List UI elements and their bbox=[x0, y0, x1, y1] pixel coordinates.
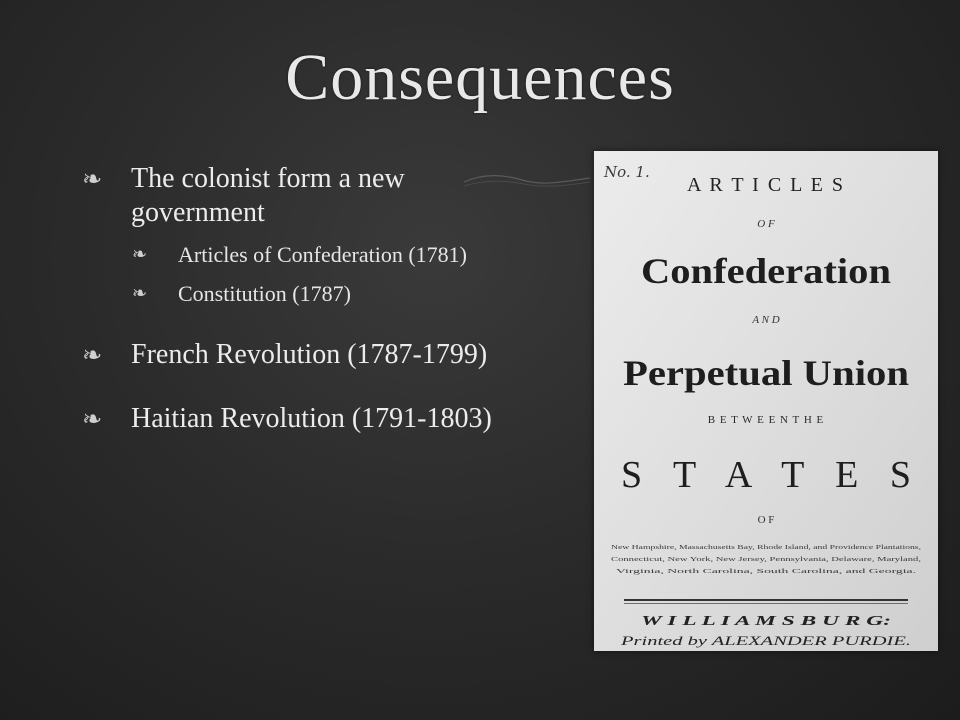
bullet-text: The colonist form a new government bbox=[131, 163, 405, 228]
doc-line-of-1: O F bbox=[757, 218, 775, 230]
double-leaf-bullet-icon: ❧ bbox=[82, 341, 103, 369]
bullet-item-haitian-revolution bbox=[82, 402, 492, 436]
spacer bbox=[82, 230, 492, 240]
spacer bbox=[82, 308, 492, 338]
doc-line-williamsburg: W I L L I A M S B U R G: bbox=[641, 614, 891, 629]
slide-title: Consequences bbox=[285, 41, 675, 114]
document-scan bbox=[594, 151, 938, 651]
double-leaf-bullet-icon: ❧ bbox=[132, 283, 148, 304]
bullet-list bbox=[82, 162, 492, 436]
doc-line-perpetual-union: Perpetual Union bbox=[623, 353, 909, 393]
double-leaf-bullet-icon: ❧ bbox=[82, 165, 103, 193]
sub-bullet-articles bbox=[82, 240, 492, 269]
doc-line-printed-by: Printed by ALEXANDER PURDIE. bbox=[619, 633, 911, 648]
double-leaf-bullet-icon: ❧ bbox=[132, 244, 148, 265]
double-leaf-bullet-icon: ❧ bbox=[82, 405, 103, 433]
bullet-text: French Revolution (1787-1799) bbox=[131, 339, 488, 370]
spacer bbox=[82, 372, 492, 402]
doc-line-of-2: O F bbox=[757, 514, 775, 526]
sub-bullet-text: Constitution (1787) bbox=[178, 281, 351, 306]
bullet-text: Haitian Revolution (1791-1803) bbox=[131, 403, 492, 434]
doc-rule-2 bbox=[624, 603, 908, 604]
sub-bullet-constitution bbox=[82, 279, 492, 308]
doc-line-between-the: B E T W E E N T H E bbox=[707, 414, 825, 426]
doc-fine-print-2: Connecticut, New York, New Jersey, Pennsylvania, Delaware, Maryland, bbox=[611, 557, 922, 563]
doc-rule-1 bbox=[624, 599, 908, 601]
doc-line-confederation: Confederation bbox=[641, 251, 891, 291]
spacer bbox=[82, 269, 492, 279]
doc-fine-print-1: New Hampshire, Massachusetts Bay, Rhode Island, and Providence Plantations, bbox=[611, 545, 922, 551]
sub-bullet-text: Articles of Confederation (1781) bbox=[178, 242, 467, 267]
articles-of-confederation-image bbox=[594, 151, 938, 651]
doc-line-and: A N D bbox=[752, 314, 780, 326]
handwritten-number: No. 1. bbox=[604, 163, 650, 181]
bullet-item-french-revolution bbox=[82, 338, 492, 372]
doc-line-articles: A R T I C L E S bbox=[687, 174, 845, 196]
doc-line-states: S T A T E S bbox=[621, 454, 911, 496]
bullet-item-new-government bbox=[82, 162, 492, 230]
doc-fine-print-3: Virginia, North Carolina, South Carolina, and Georgia. bbox=[616, 569, 918, 575]
